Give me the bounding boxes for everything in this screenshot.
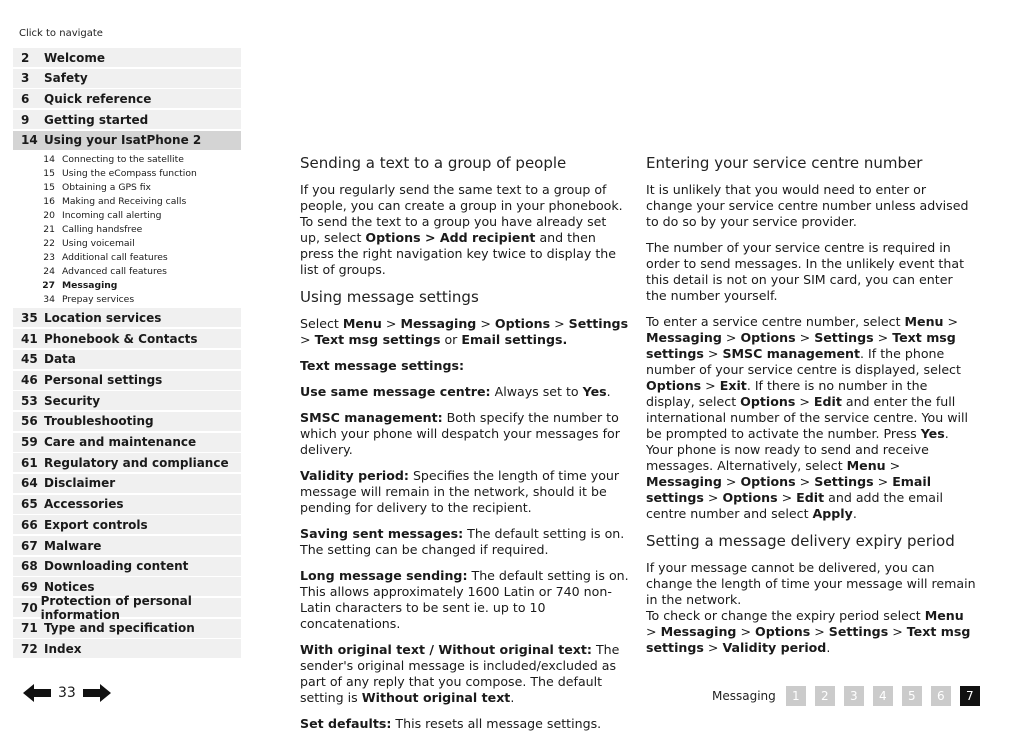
toc-subsection-list	[13, 151, 241, 308]
toc-item-page-number: 61	[21, 455, 38, 470]
text-run: >	[703, 490, 723, 505]
toc-item[interactable]	[13, 350, 241, 369]
toc-subitem-label: Using the eCompass function	[62, 167, 197, 179]
toc-subitem[interactable]	[13, 236, 241, 250]
toc-subitem[interactable]	[13, 166, 241, 180]
toc-item-page-number: 53	[21, 393, 38, 408]
bold-text: Validity period	[722, 640, 827, 655]
text-run: and add the email centre number and select	[646, 490, 943, 521]
text-run: The default setting is on. The setting can be changed if required.	[300, 526, 625, 557]
toc-item-page-number: 6	[21, 91, 30, 106]
toc-subitem-label: Making and Receiving calls	[62, 195, 187, 207]
toc-subitem-page-number: 24	[43, 265, 55, 277]
toc-subitem-label: Additional call features	[62, 251, 168, 263]
section-heading: Setting a message delivery expiry period	[646, 532, 955, 550]
content-column-left	[300, 154, 630, 742]
text-run: To enter a service centre number, select	[646, 314, 905, 329]
toc-item-page-number: 65	[21, 497, 38, 512]
bold-text: Edit	[813, 394, 842, 409]
toc-subitem-page-number: 34	[43, 293, 55, 305]
section-heading: Entering your service centre number	[646, 154, 923, 172]
toc-subitem-label: Calling handsfree	[62, 223, 143, 235]
bold-text: Long message sending:	[300, 568, 468, 583]
toc-item[interactable]	[13, 48, 241, 67]
toc-item-page-number: 41	[21, 331, 38, 346]
bold-text: Messaging	[660, 624, 737, 639]
click-to-navigate-hint: Click to navigate	[19, 28, 103, 39]
text-run: and enter the full international number of the service centre. You will be prompted to activate the number. Press	[646, 394, 969, 441]
toc-item-label: Regulatory and compliance	[44, 455, 229, 470]
toc-subitem[interactable]	[13, 278, 241, 292]
paragraph	[300, 410, 630, 458]
toc-item-label: Malware	[44, 538, 102, 553]
paragraph	[300, 316, 630, 348]
toc-item[interactable]	[13, 391, 241, 410]
text-run: >	[721, 474, 741, 489]
toc-item-label: Protection of personal information	[40, 593, 192, 622]
toc-item[interactable]	[13, 619, 241, 638]
text-run: . If the phone number of your service centre is displayed, select	[646, 346, 961, 377]
toc-item-page-number: 68	[21, 559, 38, 574]
toc-item-page-number: 66	[21, 517, 38, 532]
paragraph	[300, 384, 630, 400]
bold-text: Options	[740, 330, 796, 345]
toc-item[interactable]	[13, 412, 241, 431]
section-heading: Using message settings	[300, 288, 479, 306]
toc-subitem[interactable]	[13, 208, 241, 222]
toc-item-label: Disclaimer	[44, 476, 116, 491]
paragraph	[300, 526, 630, 558]
toc-item-page-number: 70	[21, 600, 38, 615]
toc-item[interactable]	[13, 593, 241, 622]
text-run: >	[795, 394, 814, 409]
text-run: If you regularly send the same text to a group of people, you can create a group in your phonebook. To send the text to a group you have already set up, select	[300, 182, 623, 245]
text-run: Specifies the length of time your message will remain in the network, should it be pending for delivery to the recipient.	[300, 468, 620, 515]
text-run: .	[852, 506, 857, 521]
text-run: >	[646, 624, 661, 639]
page-tab-6[interactable]: 6	[931, 686, 951, 706]
page-tab-3[interactable]: 3	[844, 686, 864, 706]
toc-item-page-number: 71	[21, 621, 38, 636]
toc-subitem[interactable]	[13, 250, 241, 264]
toc-item[interactable]	[13, 308, 241, 327]
text-run: If your message cannot be delivered, you can change the length of time your message will remain in the network. To check or change the expiry period select	[646, 560, 976, 623]
text-run: >	[885, 458, 901, 473]
text-run: >	[701, 378, 720, 393]
toc-subitem-page-number: 20	[43, 209, 55, 221]
toc-item-page-number: 64	[21, 476, 38, 491]
toc-subitem[interactable]	[13, 292, 241, 306]
bold-text: Email settings	[646, 474, 932, 505]
bold-text: Settings	[828, 624, 889, 639]
toc-item[interactable]	[13, 515, 241, 534]
section-heading: Sending a text to a group of people	[300, 154, 567, 172]
bold-text: Saving sent messages:	[300, 526, 464, 541]
paragraph	[300, 182, 630, 278]
bold-text: Yes	[582, 384, 607, 399]
text-run: The sender's original message is included/excluded as part of any reply that you compose. The default setting is	[300, 642, 620, 705]
toc-subitem-page-number: 22	[43, 237, 55, 249]
bold-text: SMSC management	[722, 346, 861, 361]
paragraph	[300, 468, 630, 516]
toc-item[interactable]	[13, 433, 241, 452]
bold-text: Apply	[812, 506, 853, 521]
toc-item-label: Personal settings	[44, 373, 163, 387]
toc-sidebar	[13, 28, 241, 660]
toc-item-label: Accessories	[44, 497, 124, 512]
toc-subitem-page-number: 27	[42, 279, 55, 291]
page-tab-1[interactable]: 1	[786, 686, 806, 706]
toc-item-page-number: 67	[21, 538, 38, 553]
toc-item[interactable]	[13, 536, 241, 555]
toc-subitem-page-number: 14	[43, 153, 55, 165]
bold-text: Settings	[814, 474, 874, 489]
bold-text: Options	[646, 378, 702, 393]
paragraph	[646, 240, 976, 304]
text-run: or	[440, 332, 462, 347]
text-run: .	[510, 690, 515, 705]
bold-text: SMSC management:	[300, 410, 443, 425]
toc-item-page-number: 35	[21, 310, 38, 325]
bold-text: Messaging	[646, 474, 722, 489]
toc-item-page-number: 46	[21, 373, 38, 387]
toc-item-label: Quick reference	[44, 91, 152, 106]
text-run: >	[736, 624, 756, 639]
toc-item[interactable]	[13, 474, 241, 493]
text-run: >	[888, 624, 907, 639]
text-run: >	[810, 624, 829, 639]
bold-text: Options	[755, 624, 811, 639]
paragraph	[646, 314, 976, 522]
text-run: . If there is no number in the display, select	[646, 378, 928, 409]
bold-text: Text msg settings	[646, 330, 956, 361]
section-tabs	[712, 686, 989, 706]
bold-text: Text msg settings	[646, 624, 971, 655]
toc-subitem[interactable]	[13, 222, 241, 236]
toc-item-page-number: 14	[21, 133, 38, 148]
text-run: >	[550, 316, 569, 331]
toc-subitem[interactable]	[13, 180, 241, 194]
bold-text: Menu	[904, 314, 944, 329]
toc-item-label: Index	[44, 641, 82, 656]
text-run: Always set to	[490, 384, 583, 399]
prev-page-arrow-icon[interactable]	[22, 683, 52, 703]
text-run: >	[703, 640, 723, 655]
toc-subitem-label: Connecting to the satellite	[62, 153, 184, 165]
bold-text: With original text / Without original text:	[300, 642, 592, 657]
page-tab-4[interactable]: 4	[873, 686, 893, 706]
text-run: >	[795, 330, 815, 345]
next-page-arrow-icon[interactable]	[82, 683, 112, 703]
text-run: The default setting is on. This allows approximately 1600 Latin or 740 non-Latin characters to be sent ie. up to 10 concatenations.	[300, 568, 629, 631]
toc-subitem-label: Messaging	[62, 279, 118, 291]
toc-item-page-number: 69	[21, 579, 38, 594]
toc-item-page-number: 72	[21, 641, 38, 656]
bold-text: Validity period:	[300, 468, 409, 483]
toc-item[interactable]	[13, 639, 241, 658]
toc-item-label: Location services	[44, 310, 162, 325]
bold-text: Use same message centre:	[300, 384, 491, 399]
toc-subitem-label: Advanced call features	[62, 265, 167, 277]
page-number: 33	[58, 685, 76, 701]
text-run: This resets all message settings.	[391, 716, 602, 731]
paragraph	[300, 568, 630, 632]
toc-item-label: Export controls	[44, 517, 148, 532]
text-run: . Your phone is now ready to send and receive messages. Alternatively, select	[646, 426, 949, 473]
toc-item[interactable]	[13, 453, 241, 472]
bold-text: Options	[722, 490, 778, 505]
table-of-contents	[13, 48, 241, 658]
text-run: >	[476, 316, 495, 331]
toc-item-label: Phonebook & Contacts	[44, 331, 198, 346]
toc-item-label: Safety	[44, 71, 88, 86]
page-tab-5[interactable]: 5	[902, 686, 922, 706]
bold-text: Text msg settings	[314, 332, 441, 347]
text-run: >	[721, 330, 741, 345]
bold-text: Menu	[846, 458, 886, 473]
toc-item-label: Troubleshooting	[44, 414, 154, 429]
bold-text: Options	[740, 394, 796, 409]
toc-item-label: Care and maintenance	[44, 435, 197, 450]
bold-text: Text message settings:	[300, 358, 464, 373]
bold-text: Edit	[796, 490, 825, 505]
toc-subitem-label: Obtaining a GPS fix	[62, 181, 151, 193]
text-run: >	[795, 474, 815, 489]
toc-item[interactable]	[13, 69, 241, 88]
toc-item-page-number: 2	[21, 50, 30, 65]
toc-subitem-page-number: 21	[43, 223, 55, 235]
toc-item[interactable]	[13, 371, 241, 390]
bold-text: Options	[494, 316, 551, 331]
bold-text: Yes	[920, 426, 945, 441]
text-run: >	[873, 330, 893, 345]
bold-text: Without original text	[361, 690, 511, 705]
text-run: .	[826, 640, 831, 655]
paragraph	[300, 358, 630, 374]
bold-text: Exit	[719, 378, 747, 393]
bold-text: Options	[740, 474, 796, 489]
toc-subitem[interactable]	[13, 152, 241, 166]
paragraph	[646, 182, 976, 230]
toc-item[interactable]	[13, 495, 241, 514]
toc-item[interactable]	[13, 131, 241, 150]
toc-item[interactable]	[13, 89, 241, 108]
paragraph	[646, 560, 976, 656]
toc-item[interactable]	[13, 110, 241, 129]
text-run: >	[943, 314, 959, 329]
text-run: The number of your service centre is required in order to send messages. In the unlikely event that this detail is not on your SIM card, you can enter the number yourself.	[646, 240, 965, 303]
toc-item-page-number: 59	[21, 435, 38, 450]
content-column-right	[646, 154, 976, 666]
toc-subitem-page-number: 15	[43, 181, 55, 193]
text-run: .	[606, 384, 611, 399]
text-run: >	[300, 332, 315, 347]
toc-item-page-number: 56	[21, 414, 38, 429]
toc-item-label: Getting started	[44, 112, 149, 127]
toc-item-label: Welcome	[44, 50, 106, 65]
toc-item-label: Downloading content	[44, 559, 189, 574]
text-run: >	[777, 490, 797, 505]
text-run: Both specify the number to which your phone will despatch your messages for delivery.	[300, 410, 620, 457]
toc-item-page-number: 3	[21, 71, 30, 86]
toc-subitem-page-number: 15	[43, 167, 55, 179]
toc-subitem[interactable]	[13, 264, 241, 278]
paragraph	[300, 716, 630, 732]
toc-item-label: Using your IsatPhone 2	[44, 133, 202, 148]
toc-subitem-label: Prepay services	[62, 293, 135, 305]
bold-text: Settings	[814, 330, 874, 345]
bold-text: Settings	[568, 316, 629, 331]
bold-text: Set defaults:	[300, 716, 392, 731]
page-tab-2[interactable]: 2	[815, 686, 835, 706]
paragraph	[300, 642, 630, 706]
toc-item-label: Type and specification	[44, 621, 195, 636]
toc-subitem-label: Incoming call alerting	[62, 209, 162, 221]
bold-text: Menu	[342, 316, 382, 331]
toc-subitem-label: Using voicemail	[62, 237, 135, 249]
page-navigation	[22, 683, 112, 703]
toc-subitem-page-number: 23	[43, 251, 55, 263]
page-tab-7[interactable]: 7	[960, 686, 980, 706]
text-run: and then press the right navigation key twice to display the list of groups.	[300, 230, 617, 277]
toc-item-label: Security	[44, 393, 101, 408]
text-run: >	[381, 316, 401, 331]
bold-text: Options > Add recipient	[365, 230, 536, 245]
text-run: >	[873, 474, 893, 489]
toc-subitem-page-number: 16	[43, 195, 55, 207]
section-label: Messaging	[712, 689, 776, 703]
toc-subitem[interactable]	[13, 194, 241, 208]
text-run: Select	[300, 316, 343, 331]
bold-text: Messaging	[646, 330, 722, 345]
toc-item-label: Notices	[44, 579, 95, 594]
toc-item-page-number: 9	[21, 112, 30, 127]
text-run: >	[703, 346, 723, 361]
text-run: It is unlikely that you would need to enter or change your service centre number unless advised to do so by your service provider.	[646, 182, 969, 229]
toc-item[interactable]	[13, 329, 241, 348]
bold-text: Menu	[924, 608, 964, 623]
bold-text: Email settings.	[461, 332, 568, 347]
toc-item-page-number: 45	[21, 352, 38, 367]
toc-item[interactable]	[13, 557, 241, 576]
bold-text: Messaging	[400, 316, 477, 331]
toc-item-label: Data	[44, 352, 76, 367]
